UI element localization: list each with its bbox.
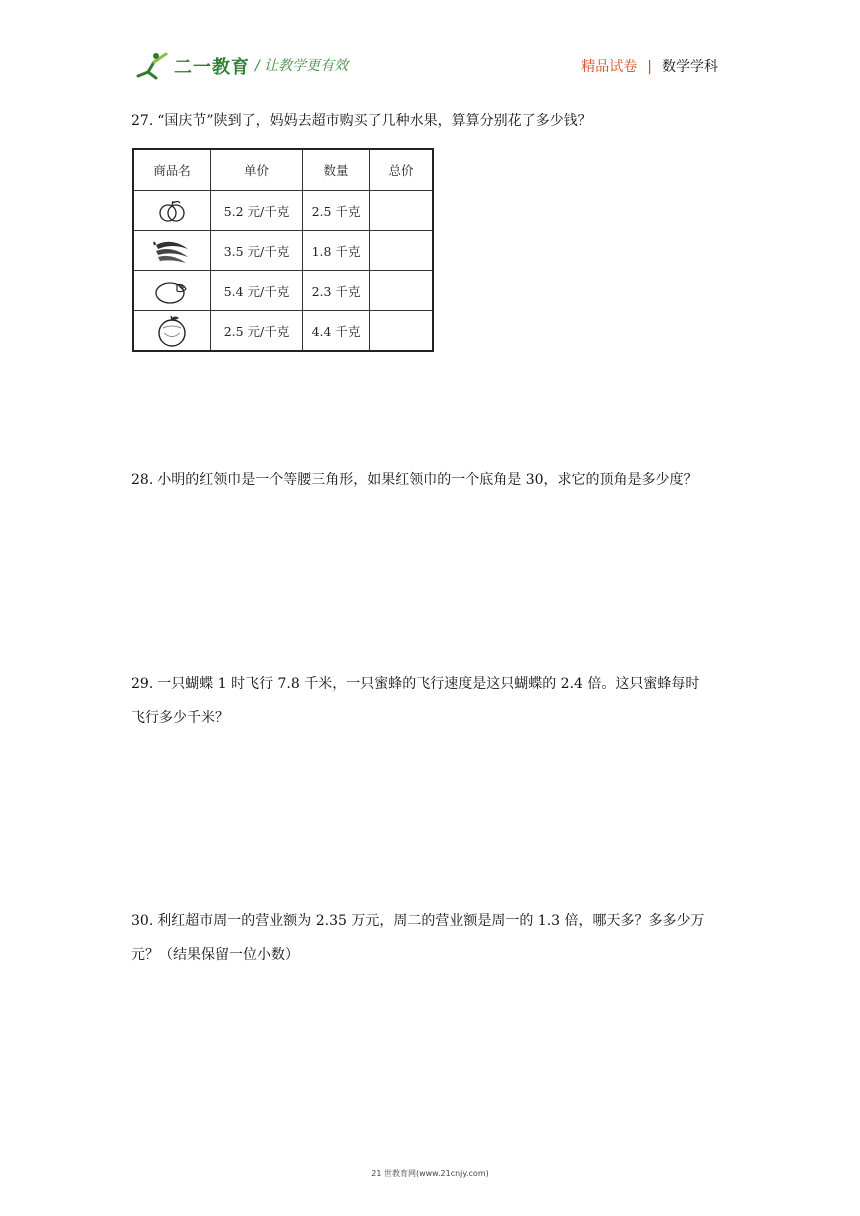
header-separator: | — [647, 59, 652, 75]
price-cell: 5.4 元/千克 — [211, 271, 303, 311]
question-number: 27. — [131, 113, 154, 129]
price-cell: 3.5 元/千克 — [211, 231, 303, 271]
slogan: / 让教学更有效 — [255, 58, 349, 74]
question-29 — [131, 667, 731, 735]
total-cell — [370, 311, 434, 352]
table-row — [133, 231, 433, 271]
fruit-cell — [133, 231, 211, 271]
fruit-cell — [133, 191, 211, 231]
fruit-cell — [133, 271, 211, 311]
total-cell — [370, 231, 434, 271]
exam-tag: 精品试卷 — [581, 59, 638, 75]
header-cell-total: 总价 — [370, 149, 434, 191]
page-header — [0, 0, 860, 100]
question-28 — [131, 463, 731, 497]
qty-cell: 2.5 千克 — [303, 191, 370, 231]
table-row — [133, 311, 433, 352]
question-27 — [131, 104, 731, 138]
logo-text: 二一教育 — [174, 57, 250, 78]
logo — [136, 50, 250, 80]
qty-cell: 1.8 千克 — [303, 231, 370, 271]
table-row — [133, 191, 433, 231]
question-number: 30. — [131, 913, 154, 929]
fruit-price-table — [132, 148, 434, 352]
question-line — [131, 667, 731, 701]
price-cell: 2.5 元/千克 — [211, 311, 303, 352]
question-text: 小明的红领巾是一个等腰三角形，如果红领巾的一个底角是 30，求它的顶角是多少度？ — [157, 472, 698, 488]
table-header-row — [133, 149, 433, 191]
qty-cell: 2.3 千克 — [303, 271, 370, 311]
total-cell — [370, 191, 434, 231]
question-line-2: 飞行多少千米？ — [131, 710, 229, 726]
header-cell-qty: 数量 — [303, 149, 370, 191]
question-text: “国庆节”陕到了，妈妈去超市购买了几种水果，算算分别花了多少钱？ — [157, 113, 592, 129]
table-row — [133, 271, 433, 311]
price-cell: 5.2 元/千克 — [211, 191, 303, 231]
question-text: 一只蝴蝶 1 时飞行 7.8 千米，一只蜜蜂的飞行速度是这只蝴蝶的 2.4 倍。这只蜜蜂每时 — [157, 676, 700, 692]
header-right — [581, 56, 718, 76]
question-number: 28. — [131, 472, 154, 488]
question-line — [131, 904, 731, 938]
runner-logo-icon — [136, 50, 172, 80]
question-number: 29. — [131, 676, 154, 692]
total-cell — [370, 271, 434, 311]
banana-icon — [152, 235, 192, 267]
pear-icon — [153, 277, 191, 305]
apple-icon — [155, 198, 189, 224]
header-cell-price: 单价 — [211, 149, 303, 191]
qty-cell: 4.4 千克 — [303, 311, 370, 352]
header-cell-name: 商品名 — [133, 149, 211, 191]
fruit-cell — [133, 311, 211, 352]
question-30 — [131, 904, 731, 972]
question-line-2: 元？（结果保留一位小数） — [131, 947, 299, 963]
orange-icon — [154, 314, 190, 348]
subject-label: 数学学科 — [662, 59, 718, 75]
question-text: 利红超市周一的营业额为 2.35 万元，周二的营业额是周一的 1.3 倍，哪天多？多多少万 — [157, 913, 705, 929]
page-footer: 21 世教育网(www.21cnjy.com) — [371, 1169, 489, 1178]
